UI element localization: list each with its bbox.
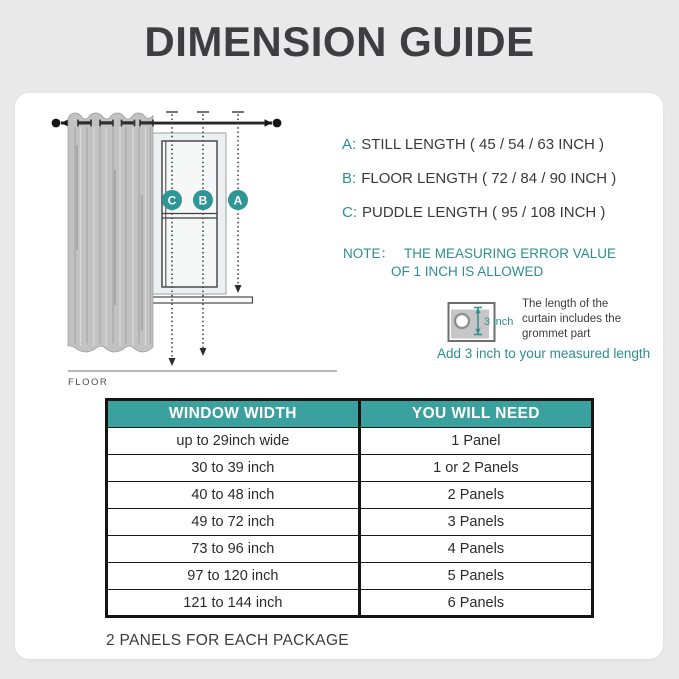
grommet-measure-icon [447, 300, 513, 344]
cell-width: 121 to 144 inch [107, 590, 360, 617]
spec-b-text: FLOOR LENGTH ( 72 / 84 / 90 INCH ) [361, 170, 617, 187]
grommet-tip: Add 3 inch to your measured length [437, 346, 651, 361]
table-row [107, 590, 593, 617]
cell-panels: 4 Panels [359, 536, 592, 563]
marker-a-label: A [233, 193, 243, 208]
panel-size-table [105, 398, 594, 618]
cell-panels: 1 Panel [359, 428, 592, 455]
note-label: NOTE： [343, 246, 395, 261]
cell-panels: 6 Panels [359, 590, 592, 617]
grommet-description: The length of the curtain includes the grommet part [522, 298, 622, 341]
spec-a-key: A: [342, 136, 357, 153]
note-line-1 [343, 242, 616, 262]
cell-panels: 3 Panels [359, 509, 592, 536]
cell-width: 30 to 39 inch [107, 455, 360, 482]
cell-width: 73 to 96 inch [107, 536, 360, 563]
col-header-window-width: WINDOW WIDTH [107, 400, 360, 428]
package-note: 2 PANELS FOR EACH PACKAGE [106, 632, 349, 649]
length-markers [162, 190, 248, 210]
spec-still-length [342, 136, 604, 153]
table-row [107, 536, 593, 563]
table-row [107, 509, 593, 536]
cell-panels: 5 Panels [359, 563, 592, 590]
col-header-you-will-need: YOU WILL NEED [359, 400, 592, 428]
grommet-measure-label: 3 inch [484, 316, 513, 328]
marker-b-label: B [198, 193, 208, 208]
table-row [107, 428, 593, 455]
spec-c-text: PUDDLE LENGTH ( 95 / 108 INCH ) [362, 204, 606, 221]
table-header-row [107, 400, 593, 428]
spec-b-key: B: [342, 170, 357, 187]
cell-panels: 1 or 2 Panels [359, 455, 592, 482]
table-row [107, 482, 593, 509]
windowsill-icon [150, 297, 253, 303]
note-line-2 [391, 264, 543, 279]
spec-c-key: C: [342, 204, 357, 221]
page-title: DIMENSION GUIDE [144, 18, 535, 65]
cell-width: 49 to 72 inch [107, 509, 360, 536]
table-row [107, 455, 593, 482]
marker-c-label: C [167, 193, 177, 208]
spec-puddle-length [342, 204, 605, 221]
note-text-1: THE MEASURING ERROR VALUE [404, 246, 617, 261]
floor-line [68, 371, 337, 388]
note-text-2: OF 1 INCH IS ALLOWED [391, 264, 544, 279]
curtain-window-diagram [25, 100, 355, 395]
spec-a-text: STILL LENGTH ( 45 / 54 / 63 INCH ) [361, 136, 605, 153]
table-row [107, 563, 593, 590]
cell-width: up to 29inch wide [107, 428, 360, 455]
floor-label: FLOOR [68, 377, 109, 388]
spec-floor-length [342, 170, 616, 187]
cell-width: 97 to 120 inch [107, 563, 360, 590]
cell-width: 40 to 48 inch [107, 482, 360, 509]
curtain-panel-icon [68, 113, 153, 352]
window-icon [151, 133, 226, 294]
cell-panels: 2 Panels [359, 482, 592, 509]
